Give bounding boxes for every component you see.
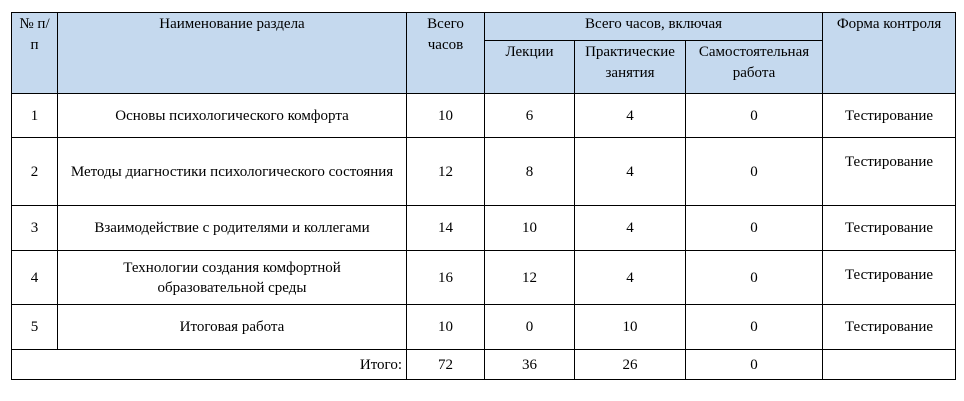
- totals-row: [12, 350, 956, 380]
- cell-num: 4: [12, 251, 58, 305]
- cell-self: 0: [686, 138, 823, 206]
- header-name: Наименование раздела: [58, 13, 407, 94]
- cell-lectures: 12: [485, 251, 575, 305]
- cell-name: Взаимодействие с родителями и коллегами: [58, 206, 407, 251]
- table-row: [12, 94, 956, 138]
- cell-name: Методы диагностики психологического состояния: [58, 138, 407, 206]
- cell-self: 0: [686, 251, 823, 305]
- cell-num: 2: [12, 138, 58, 206]
- cell-practice: 4: [575, 251, 686, 305]
- cell-control: Тестирование: [823, 305, 956, 350]
- cell-practice: 4: [575, 206, 686, 251]
- cell-self: 0: [686, 206, 823, 251]
- table-row: [12, 138, 956, 206]
- cell-practice: 4: [575, 138, 686, 206]
- cell-lectures: 0: [485, 305, 575, 350]
- cell-control: Тестирование: [823, 251, 956, 305]
- cell-total: 10: [407, 94, 485, 138]
- cell-lectures: 6: [485, 94, 575, 138]
- cell-total: 10: [407, 305, 485, 350]
- totals-practice: 26: [575, 350, 686, 380]
- cell-num: 5: [12, 305, 58, 350]
- cell-name: Технологии создания комфортной образовательной среды: [58, 251, 407, 305]
- cell-total: 12: [407, 138, 485, 206]
- cell-name: Основы психологического комфорта: [58, 94, 407, 138]
- header-practice: Практические занятия: [575, 41, 686, 94]
- totals-lectures: 36: [485, 350, 575, 380]
- cell-control: Тестирование: [823, 138, 956, 206]
- header-lectures: Лекции: [485, 41, 575, 94]
- curriculum-table: [11, 12, 956, 380]
- totals-label: Итого:: [12, 350, 407, 380]
- cell-self: 0: [686, 94, 823, 138]
- cell-num: 3: [12, 206, 58, 251]
- cell-total: 16: [407, 251, 485, 305]
- table-row: [12, 251, 956, 305]
- cell-lectures: 8: [485, 138, 575, 206]
- totals-control: [823, 350, 956, 380]
- cell-lectures: 10: [485, 206, 575, 251]
- totals-total: 72: [407, 350, 485, 380]
- cell-num: 1: [12, 94, 58, 138]
- cell-practice: 10: [575, 305, 686, 350]
- header-num: № п/п: [12, 13, 58, 94]
- table-row: [12, 305, 956, 350]
- cell-self: 0: [686, 305, 823, 350]
- cell-total: 14: [407, 206, 485, 251]
- cell-practice: 4: [575, 94, 686, 138]
- header-self: Самостоятельная работа: [686, 41, 823, 94]
- table-row: [12, 206, 956, 251]
- totals-self: 0: [686, 350, 823, 380]
- header-total: Всего часов: [407, 13, 485, 94]
- header-control: Форма контроля: [823, 13, 956, 94]
- header-group: Всего часов, включая: [485, 13, 823, 41]
- cell-control: Тестирование: [823, 94, 956, 138]
- cell-name: Итоговая работа: [58, 305, 407, 350]
- cell-control: Тестирование: [823, 206, 956, 251]
